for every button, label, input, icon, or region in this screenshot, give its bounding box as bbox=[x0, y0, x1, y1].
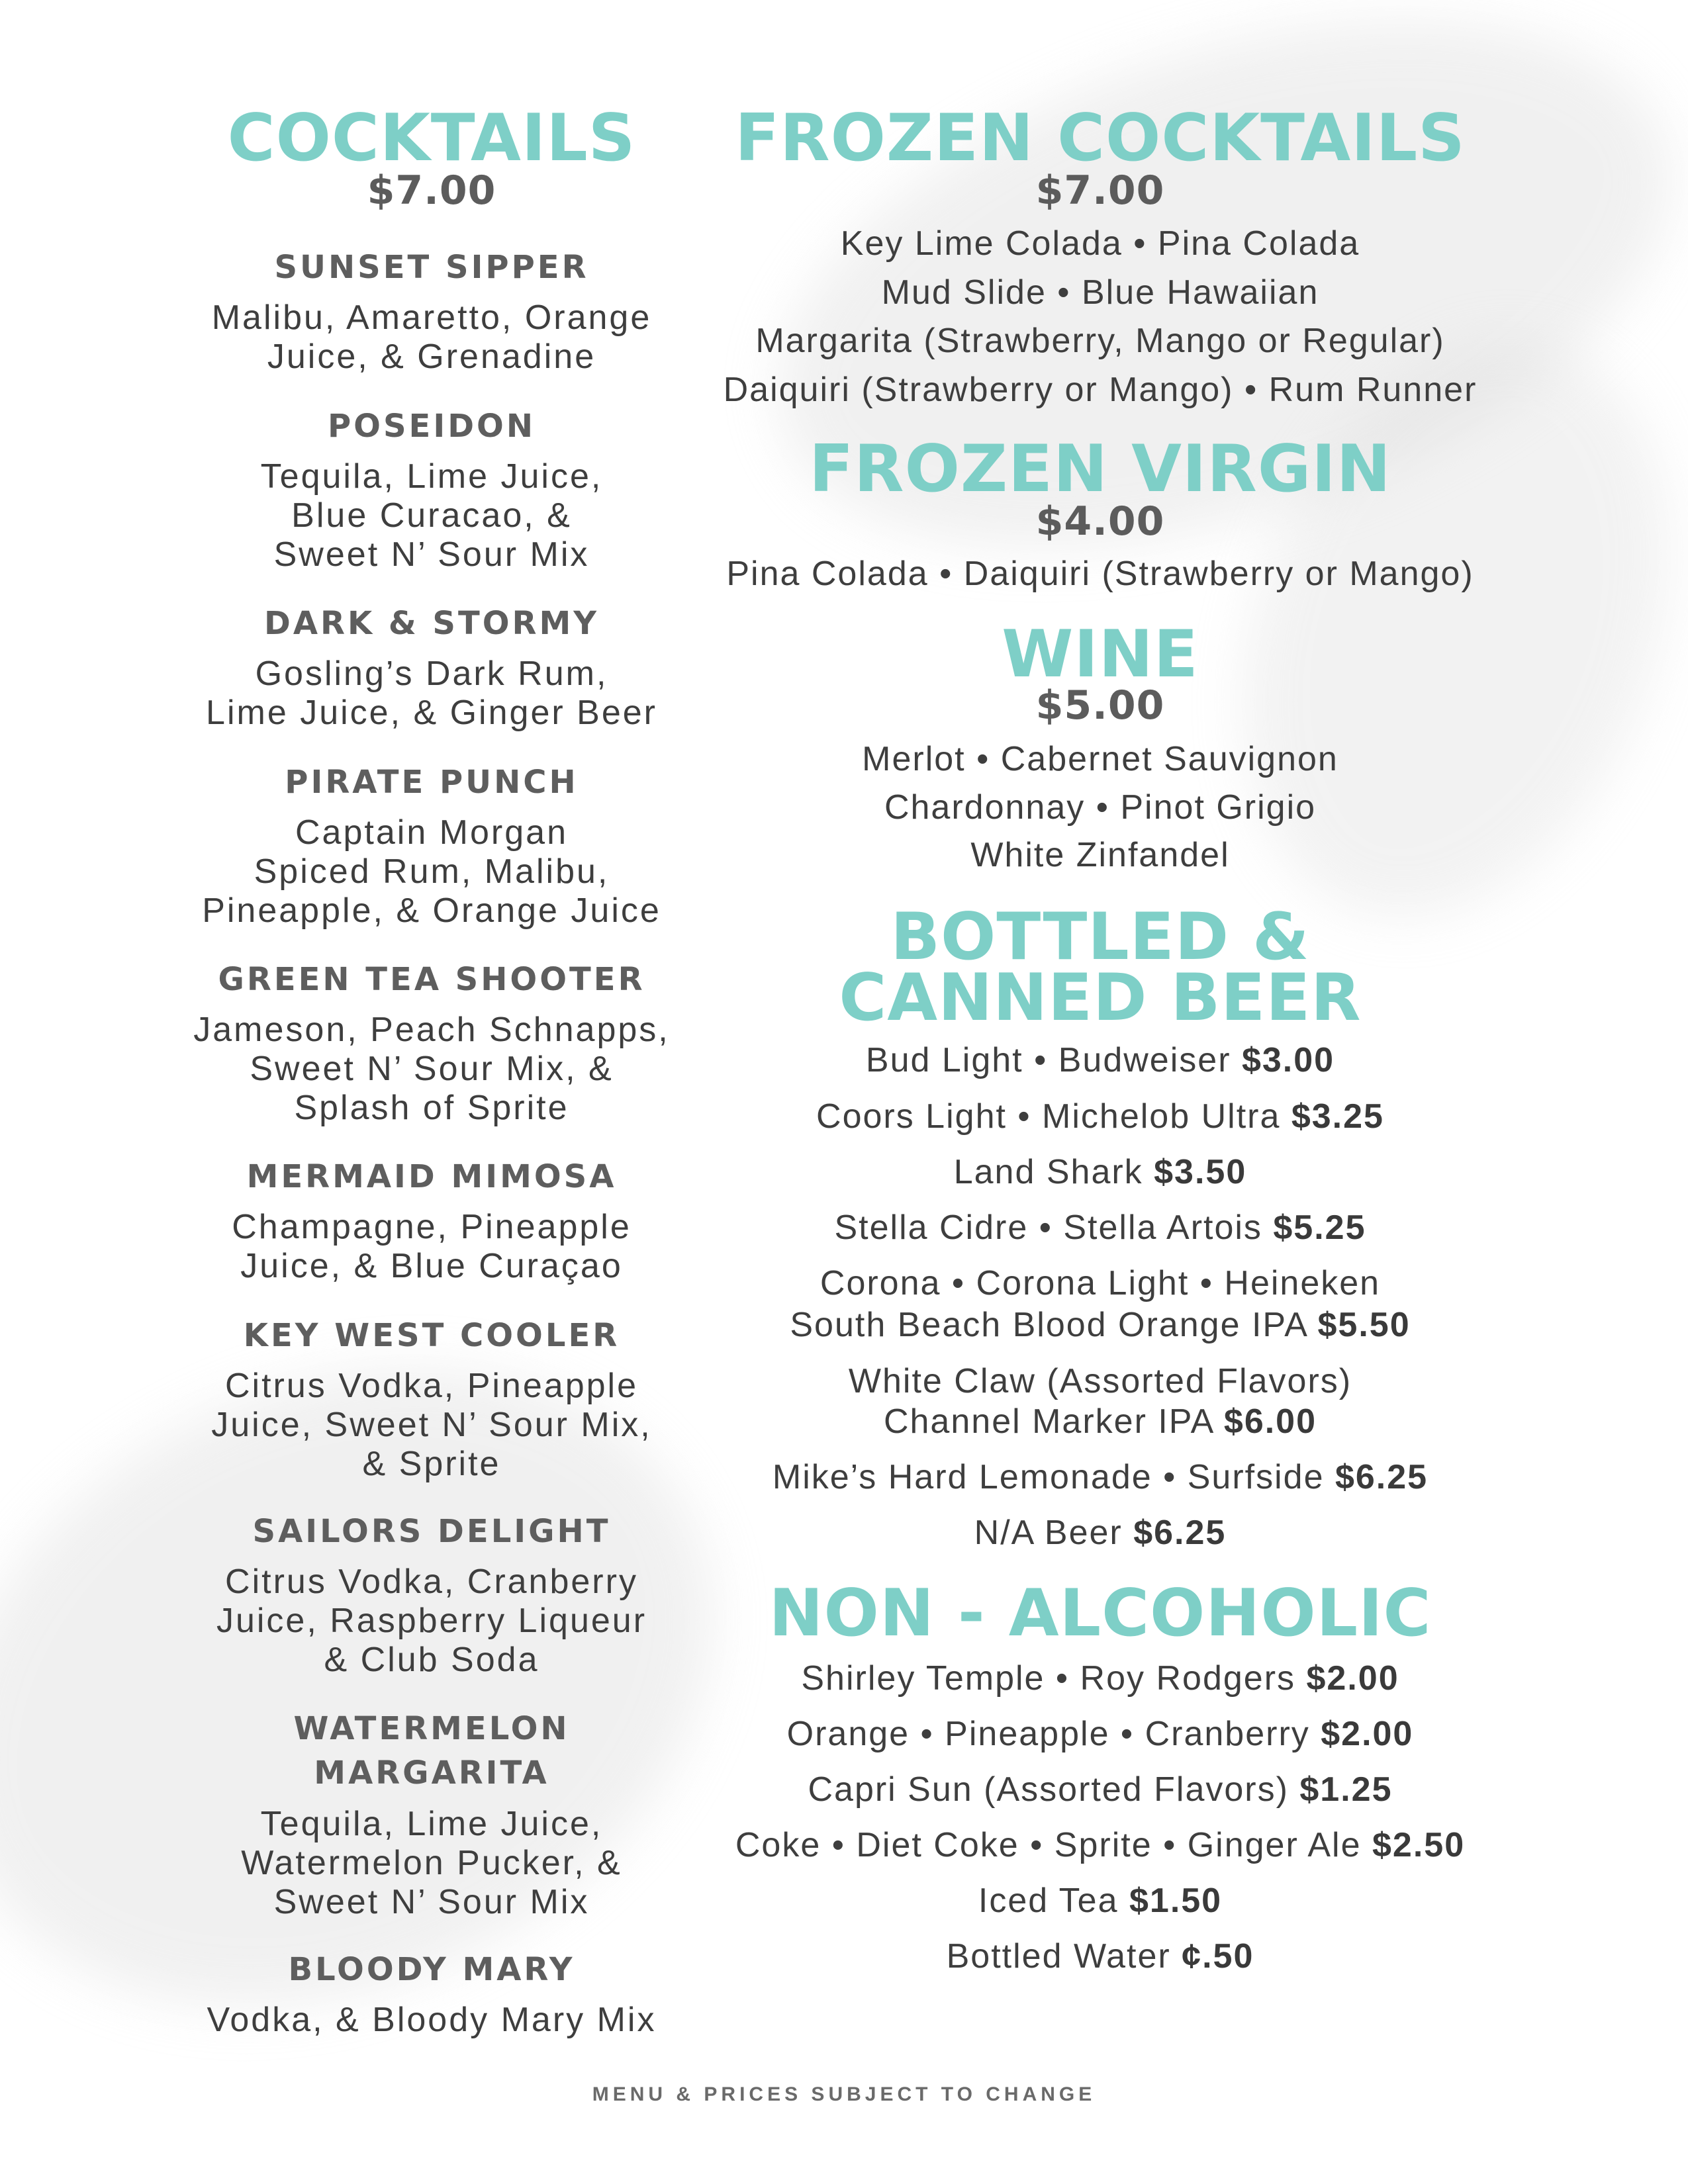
price: $2.00 bbox=[1321, 1715, 1414, 1753]
beer-line: Coors Light • Michelob Ultra $3.25 bbox=[816, 1097, 1384, 1136]
beer-line: Channel Marker IPA $6.00 bbox=[883, 1402, 1317, 1441]
non-alcoholic-line: Orange • Pineapple • Cranberry $2.00 bbox=[786, 1715, 1414, 1753]
frozen-cocktails-price: $7.00 bbox=[1035, 167, 1165, 214]
beer-title-line1: BOTTLED & bbox=[890, 899, 1310, 975]
frozen-cocktails-line: Key Lime Colada • Pina Colada bbox=[840, 224, 1360, 263]
cocktail-desc: Champagne, Pineapple bbox=[232, 1208, 632, 1246]
cocktail-desc: Malibu, Amaretto, Orange bbox=[211, 298, 652, 337]
cocktail-name: GREEN TEA SHOOTER bbox=[218, 961, 645, 998]
frozen-cocktails-line: Margarita (Strawberry, Mango or Regular) bbox=[755, 322, 1445, 360]
price: $5.50 bbox=[1317, 1306, 1411, 1344]
cocktail-name: WATERMELON bbox=[293, 1710, 570, 1747]
cocktail-name: MERMAID MIMOSA bbox=[246, 1158, 617, 1195]
cocktail-desc: Tequila, Lime Juice, bbox=[260, 457, 603, 496]
non-alcoholic-title: NON - ALCOHOLIC bbox=[769, 1576, 1432, 1651]
non-alcoholic-line: Capri Sun (Assorted Flavors) $1.25 bbox=[808, 1770, 1393, 1809]
price: $2.00 bbox=[1306, 1659, 1399, 1698]
price: $6.25 bbox=[1335, 1458, 1429, 1496]
cocktail-desc: Sweet N’ Sour Mix, & bbox=[250, 1050, 614, 1088]
beer-line: Mike’s Hard Lemonade • Surfside $6.25 bbox=[772, 1458, 1429, 1496]
cocktail-desc: Sweet N’ Sour Mix bbox=[273, 1883, 590, 1921]
wine-line: Chardonnay • Pinot Grigio bbox=[884, 788, 1317, 827]
cocktail-desc: Citrus Vodka, Pineapple bbox=[224, 1367, 639, 1405]
frozen-virgin-title: FROZEN VIRGIN bbox=[809, 432, 1391, 507]
cocktail-desc: Pineapple, & Orange Juice bbox=[202, 891, 661, 930]
price: $3.50 bbox=[1154, 1153, 1247, 1191]
cocktail-desc: Spiced Rum, Malibu, bbox=[254, 852, 610, 891]
beer-title-line2: CANNED BEER bbox=[839, 960, 1362, 1036]
wine-price: $5.00 bbox=[1035, 682, 1165, 729]
frozen-virgin-price: $4.00 bbox=[1035, 498, 1165, 545]
cocktail-desc: Tequila, Lime Juice, bbox=[260, 1805, 603, 1843]
cocktail-name: MARGARITA bbox=[314, 1754, 549, 1792]
beer-line: N/A Beer $6.25 bbox=[974, 1514, 1227, 1552]
beer-line: Corona • Corona Light • Heineken bbox=[820, 1264, 1381, 1302]
cocktail-desc: Juice, Raspberry Liqueur bbox=[216, 1602, 647, 1640]
cocktail-desc: Splash of Sprite bbox=[294, 1089, 569, 1127]
non-alcoholic-line: Iced Tea $1.50 bbox=[978, 1882, 1223, 1920]
footer-disclaimer: MENU & PRICES SUBJECT TO CHANGE bbox=[592, 2083, 1096, 2105]
price: ¢.50 bbox=[1182, 1937, 1254, 1976]
beer-line: South Beach Blood Orange IPA $5.50 bbox=[790, 1306, 1411, 1344]
cocktail-desc: Juice, & Grenadine bbox=[267, 338, 596, 376]
cocktail-desc: Blue Curacao, & bbox=[291, 496, 572, 535]
beer-line: Land Shark $3.50 bbox=[953, 1153, 1247, 1191]
frozen-cocktails-line: Mud Slide • Blue Hawaiian bbox=[881, 273, 1319, 312]
price: $3.00 bbox=[1241, 1041, 1335, 1079]
cocktail-desc: Juice, Sweet N’ Sour Mix, bbox=[211, 1406, 652, 1444]
cocktail-name: SAILORS DELIGHT bbox=[252, 1513, 611, 1550]
price: $2.50 bbox=[1372, 1826, 1466, 1864]
price: $5.25 bbox=[1273, 1208, 1366, 1247]
beer-line: Stella Cidre • Stella Artois $5.25 bbox=[834, 1208, 1366, 1247]
cocktail-name: KEY WEST COOLER bbox=[243, 1317, 620, 1354]
cocktail-name: POSEIDON bbox=[327, 408, 536, 445]
price: $1.50 bbox=[1129, 1882, 1223, 1920]
price: $3.25 bbox=[1291, 1097, 1384, 1136]
cocktail-name: BLOODY MARY bbox=[288, 1951, 575, 1988]
cocktail-desc: & Club Soda bbox=[324, 1641, 539, 1679]
cocktail-desc: Lime Juice, & Ginger Beer bbox=[206, 694, 657, 732]
non-alcoholic-line: Coke • Diet Coke • Sprite • Ginger Ale $2.50 bbox=[735, 1826, 1466, 1864]
cocktail-desc: Vodka, & Bloody Mary Mix bbox=[207, 2001, 657, 2039]
wine-title: WINE bbox=[1002, 617, 1199, 692]
frozen-cocktails-title: FROZEN COCKTAILS bbox=[735, 101, 1466, 176]
cocktail-desc: Jameson, Peach Schnapps, bbox=[193, 1011, 670, 1049]
cocktail-desc: Captain Morgan bbox=[295, 813, 568, 852]
cocktail-desc: Juice, & Blue Curaçao bbox=[240, 1247, 623, 1285]
beer-line: White Claw (Assorted Flavors) bbox=[848, 1362, 1352, 1400]
price: $6.00 bbox=[1223, 1402, 1317, 1441]
cocktails-price: $7.00 bbox=[367, 167, 496, 214]
frozen-virgin-line: Pina Colada • Daiquiri (Strawberry or Mango) bbox=[726, 555, 1474, 593]
beer-line: Bud Light • Budweiser $3.00 bbox=[865, 1041, 1335, 1079]
cocktail-desc: Sweet N’ Sour Mix bbox=[273, 535, 590, 574]
frozen-cocktails-line: Daiquiri (Strawberry or Mango) • Rum Runner bbox=[723, 371, 1477, 409]
non-alcoholic-line: Shirley Temple • Roy Rodgers $2.00 bbox=[801, 1659, 1399, 1698]
cocktail-desc: & Sprite bbox=[362, 1445, 501, 1483]
cocktails-title: COCKTAILS bbox=[227, 101, 636, 176]
cocktail-name: PIRATE PUNCH bbox=[285, 764, 579, 801]
cocktail-name: SUNSET SIPPER bbox=[274, 249, 589, 286]
cocktail-desc: Citrus Vodka, Cranberry bbox=[225, 1563, 638, 1601]
price: $6.25 bbox=[1133, 1514, 1227, 1552]
cocktail-desc: Watermelon Pucker, & bbox=[241, 1844, 622, 1882]
cocktail-name: DARK & STORMY bbox=[263, 605, 600, 642]
price: $1.25 bbox=[1299, 1770, 1393, 1809]
non-alcoholic-line: Bottled Water ¢.50 bbox=[946, 1937, 1254, 1976]
wine-line: Merlot • Cabernet Sauvignon bbox=[862, 740, 1338, 778]
cocktail-desc: Gosling’s Dark Rum, bbox=[255, 655, 608, 693]
wine-line: White Zinfandel bbox=[970, 836, 1230, 874]
